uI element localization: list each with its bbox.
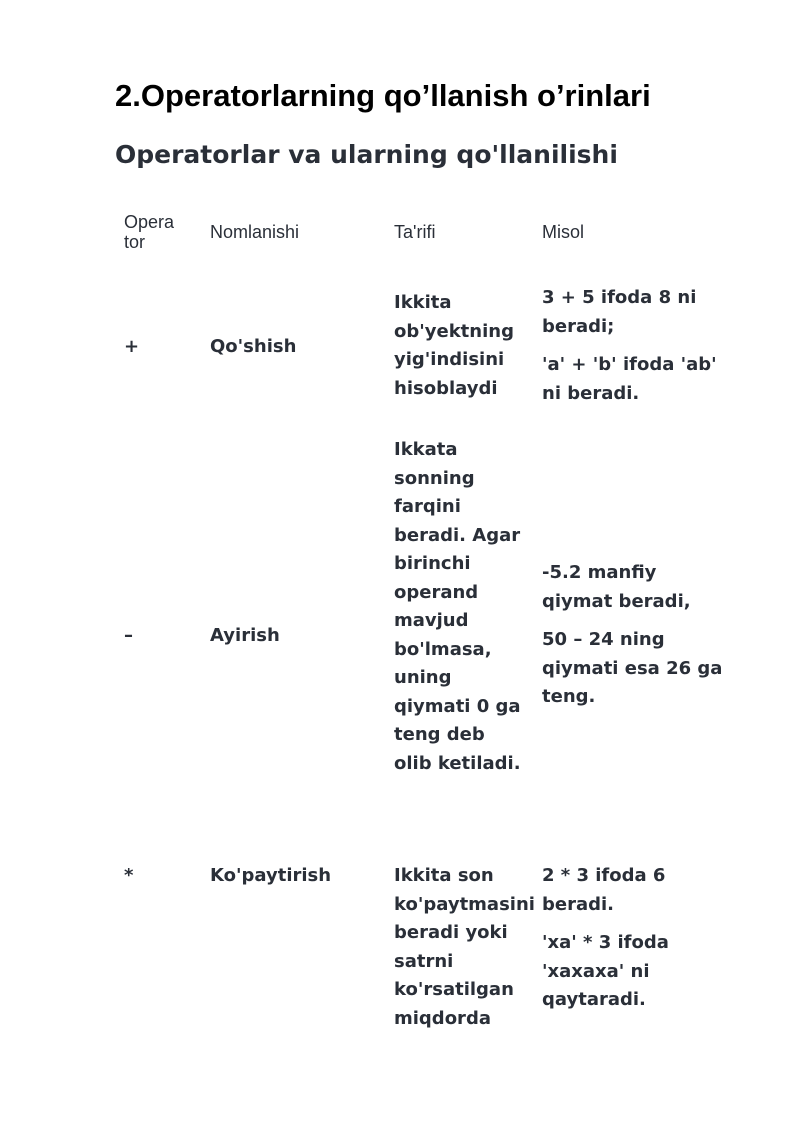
name-cell: Ayirish <box>210 625 280 646</box>
example-cell <box>542 284 732 408</box>
name-cell: Ko'paytirish <box>210 865 332 886</box>
example-cell <box>542 862 732 1015</box>
name-cell: Qo'shish <box>210 336 297 357</box>
operator-cell: + <box>124 336 140 357</box>
section-heading: Operatorlar va ularning qo'llanilishi <box>115 140 618 169</box>
header-name: Nomlanishi <box>210 222 300 242</box>
example-line: -5.2 manfiy qiymat beradi, <box>542 562 691 612</box>
header-operator: Opera tor <box>124 212 175 252</box>
description-cell: Ikkita son ko'paytmasini beradi yoki satrni ko'rsatilgan miqdorda <box>394 865 535 1029</box>
example-cell <box>542 559 732 712</box>
example-line: 'xa' * 3 ifoda 'xaxaxa' ni qaytaradi. <box>542 932 669 1010</box>
example-line: 2 * 3 ifoda 6 beradi. <box>542 865 666 915</box>
header-example: Misol <box>542 222 585 242</box>
operator-cell: – <box>124 625 133 646</box>
example-line: 'a' + 'b' ifoda 'ab' ni beradi. <box>542 354 717 404</box>
description-cell: Ikkata sonning farqini beradi. Agar birinchi operand mavjud bo'lmasa, uning qiymati 0 ga teng deb olib ketiladi. <box>394 439 521 774</box>
page-heading: 2.Operatorlarning qo’llanish o’rinlari <box>115 78 651 113</box>
example-line: 50 – 24 ning qiymati esa 26 ga teng. <box>542 629 723 707</box>
operator-cell: * <box>124 865 134 886</box>
header-description: Ta'rifi <box>394 222 436 242</box>
description-cell: Ikkita ob'yektning yig'indisini hisoblaydi <box>394 292 514 399</box>
example-line: 3 + 5 ifoda 8 ni beradi; <box>542 287 697 337</box>
